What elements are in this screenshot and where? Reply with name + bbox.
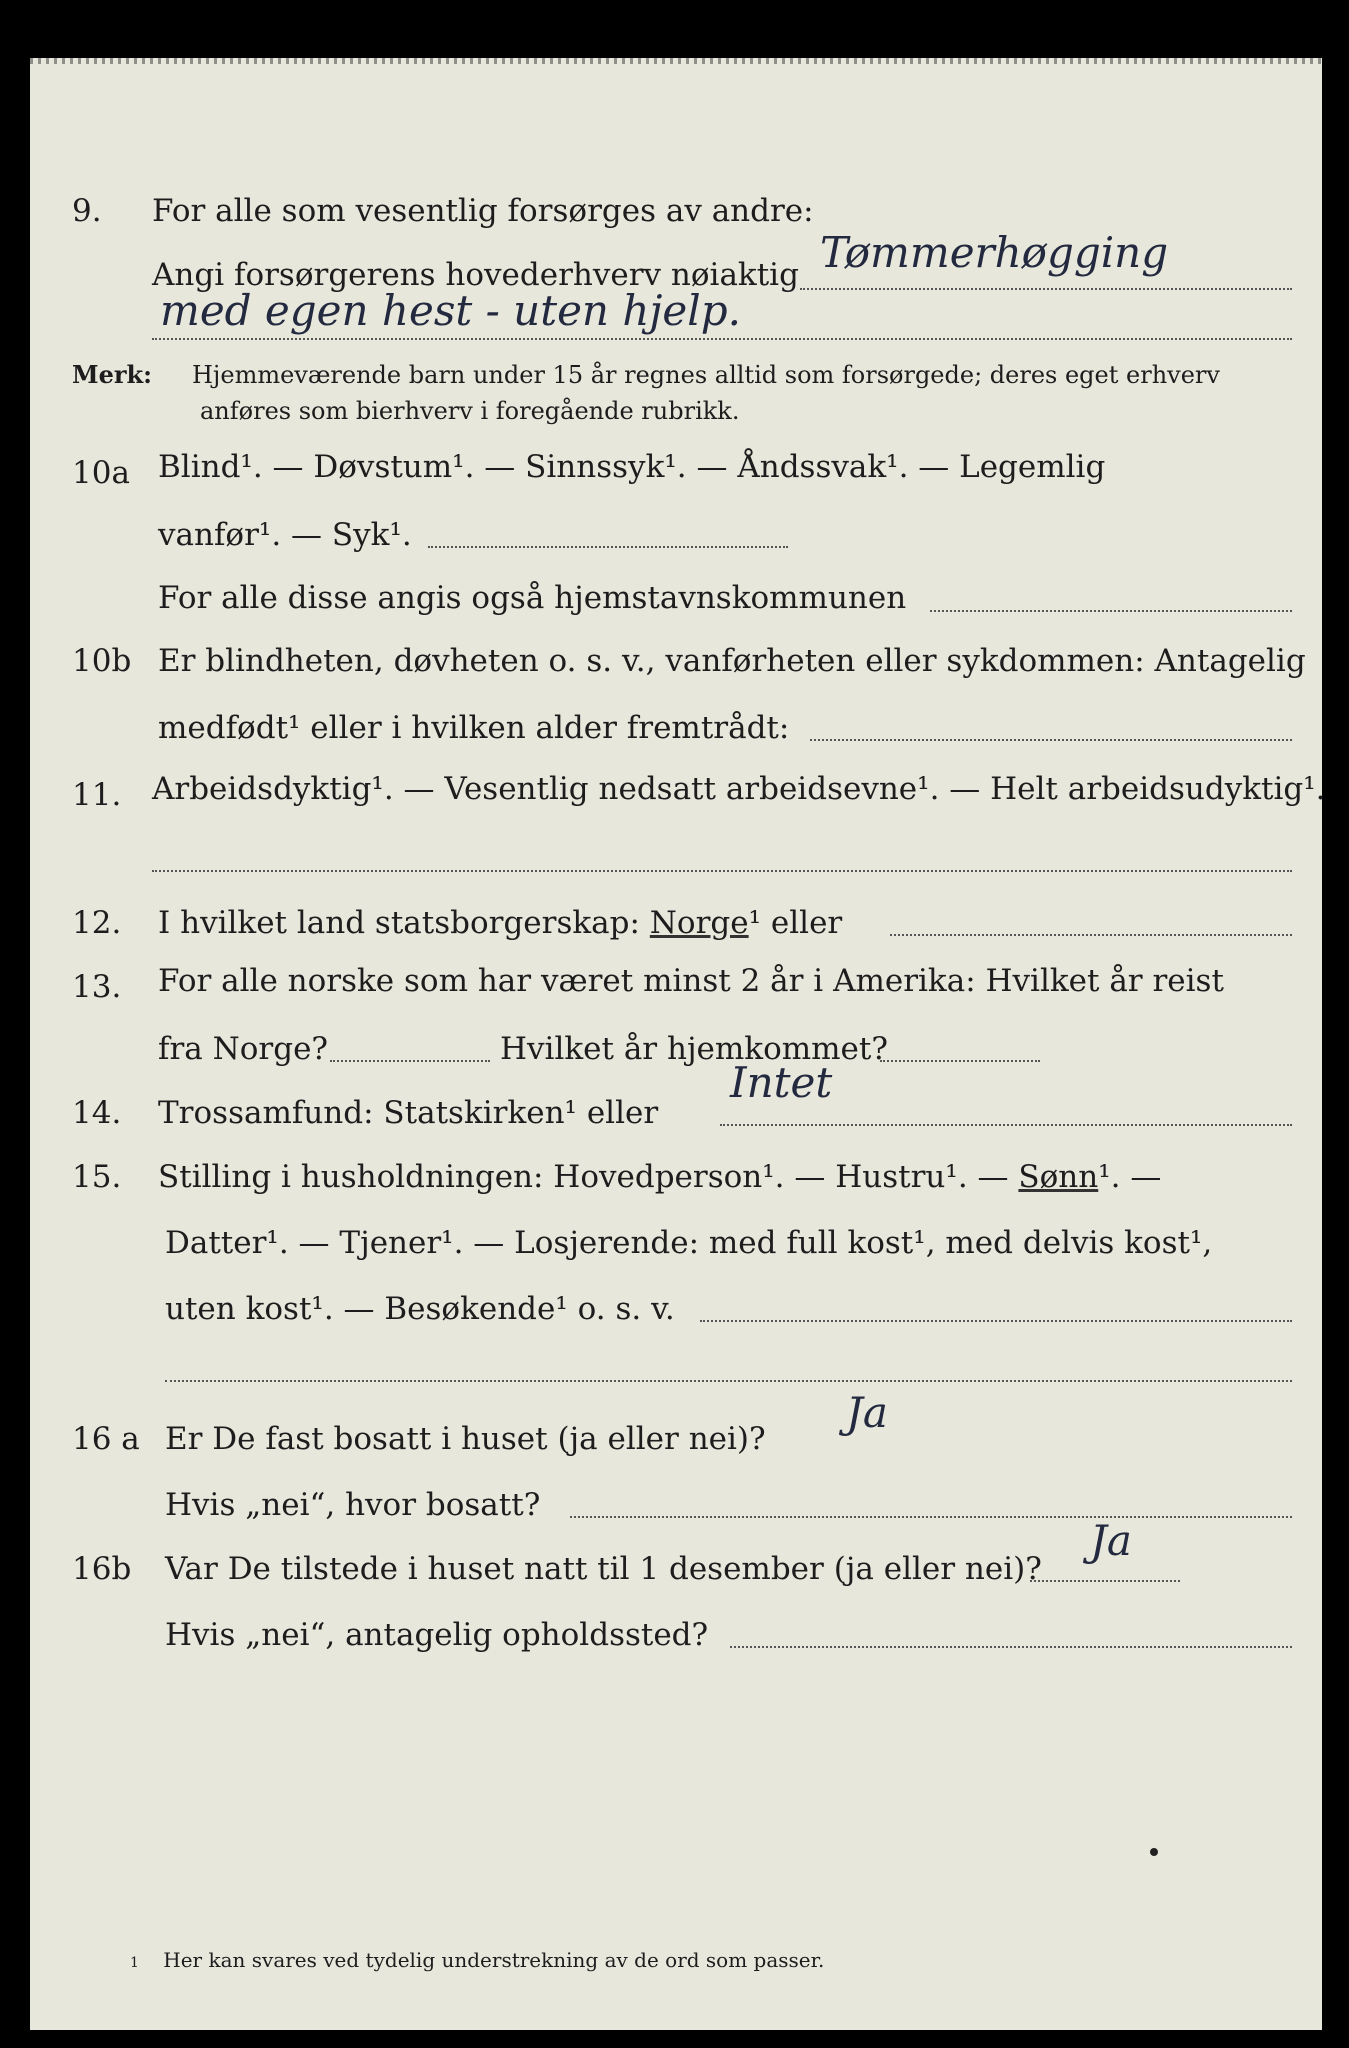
q10b-line1: Er blindheten, døvheten o. s. v., vanførheten eller sykdommen: Antagelig <box>158 643 1306 679</box>
q16b-number: 16b <box>72 1551 132 1587</box>
q14-answer-line <box>720 1124 1292 1126</box>
q12-answer-line <box>890 934 1292 936</box>
q15-number: 15. <box>72 1159 122 1195</box>
q12-text: I hvilket land statsborgerskap: <box>158 905 640 941</box>
q9-answer-line2 <box>152 338 1292 340</box>
q15-line1 <box>158 1152 1161 1202</box>
q15-line2: Datter¹. — Tjener¹. — Losjerende: med full kost¹, med delvis kost¹, <box>165 1225 1213 1261</box>
q10a-answer-line <box>428 546 788 548</box>
q12-post: ¹ eller <box>748 905 843 941</box>
ink-speck <box>1150 1848 1158 1856</box>
q12-number: 12. <box>72 905 122 941</box>
q10a-line3: For alle disse angis også hjemstavnskommunen <box>158 580 907 616</box>
q13-line1: For alle norske som har været minst 2 år i Amerika: Hvilket år reist <box>158 963 1224 999</box>
q12-line <box>158 898 842 948</box>
q16a-line2: Hvis „nei“, hvor bosatt? <box>165 1487 541 1523</box>
q15-line1a: Stilling i husholdningen: Hovedperson¹. — Hustru¹. — <box>158 1159 1009 1195</box>
q15-line1b: ¹. — <box>1098 1159 1162 1195</box>
q11-line1: Arbeidsdyktig¹. — Vesentlig nedsatt arbeidsevne¹. — Helt arbeidsudyktig¹. <box>152 771 1326 807</box>
q10a-line2: vanfør¹. — Syk¹. <box>158 517 412 553</box>
q10a-kommune-line <box>930 610 1292 612</box>
q9-line2: Angi forsørgerens hovederhverv nøiaktig <box>152 257 799 293</box>
footnote-text: Her kan svares ved tydelig understrekning av de ord som passer. <box>163 1948 825 1972</box>
q11-number: 11. <box>72 777 122 813</box>
merk-label: Merk: <box>72 360 152 389</box>
q14-answer-handwriting: Intet <box>730 1058 833 1107</box>
q16b-answer-handwriting: Ja <box>1090 1516 1132 1565</box>
q12-norge-underlined: Norge <box>649 905 749 941</box>
q9-answer-handwriting-2: med egen hest - uten hjelp. <box>160 286 741 335</box>
q15-line3: uten kost¹. — Besøkende¹ o. s. v. <box>165 1291 675 1327</box>
q16a-answer-line <box>570 1516 1292 1518</box>
footnote <box>130 1948 824 1972</box>
census-form-page <box>30 58 1326 2030</box>
q9-number: 9. <box>72 193 102 229</box>
merk-line1: Hjemmeværende barn under 15 år regnes alltid som forsørgede; deres eget erhverv <box>192 361 1220 389</box>
q16b-opholdssted-line <box>730 1646 1292 1648</box>
q15-sonn-underlined: Sønn <box>1018 1159 1099 1195</box>
q15-extra-line <box>165 1380 1292 1382</box>
q16b-answer-line <box>1030 1580 1180 1582</box>
q16a-answer-handwriting: Ja <box>846 1388 888 1437</box>
q11-answer-line <box>152 870 1292 872</box>
q10a-line1: Blind¹. — Døvstum¹. — Sinnssyk¹. — Åndssvak¹. — Legemlig <box>158 449 1106 485</box>
q10b-number: 10b <box>72 643 132 679</box>
q9-answer-line1 <box>800 288 1292 290</box>
q10b-line2: medfødt¹ eller i hvilken alder fremtrådt: <box>158 710 790 746</box>
q10a-number: 10a <box>72 455 130 491</box>
q16b-line2: Hvis „nei“, antagelig opholdssted? <box>165 1617 709 1653</box>
q16b-line1: Var De tilstede i huset natt til 1 desember (ja eller nei)? <box>165 1551 1042 1587</box>
q13-line2a: fra Norge? <box>158 1031 329 1067</box>
footnote-mark: 1 <box>130 1955 139 1971</box>
q13-line2b: Hvilket år hjemkommet? <box>500 1031 888 1067</box>
merk-line2: anføres som bierhverv i foregående rubrikk. <box>200 397 740 425</box>
q14-line1: Trossamfund: Statskirken¹ eller <box>158 1095 659 1131</box>
q14-number: 14. <box>72 1095 122 1131</box>
q9-answer-handwriting-1: Tømmerhøgging <box>820 228 1169 277</box>
q9-line1: For alle som vesentlig forsørges av andre: <box>152 193 814 229</box>
q13-reist-line <box>330 1060 490 1062</box>
q16a-line1: Er De fast bosatt i huset (ja eller nei)? <box>165 1421 766 1457</box>
q16a-number: 16 a <box>72 1421 140 1457</box>
q15-answer-line <box>700 1320 1292 1322</box>
q10b-answer-line <box>810 739 1292 741</box>
q13-number: 13. <box>72 969 122 1005</box>
q13-hjemkommet-line <box>880 1060 1040 1062</box>
